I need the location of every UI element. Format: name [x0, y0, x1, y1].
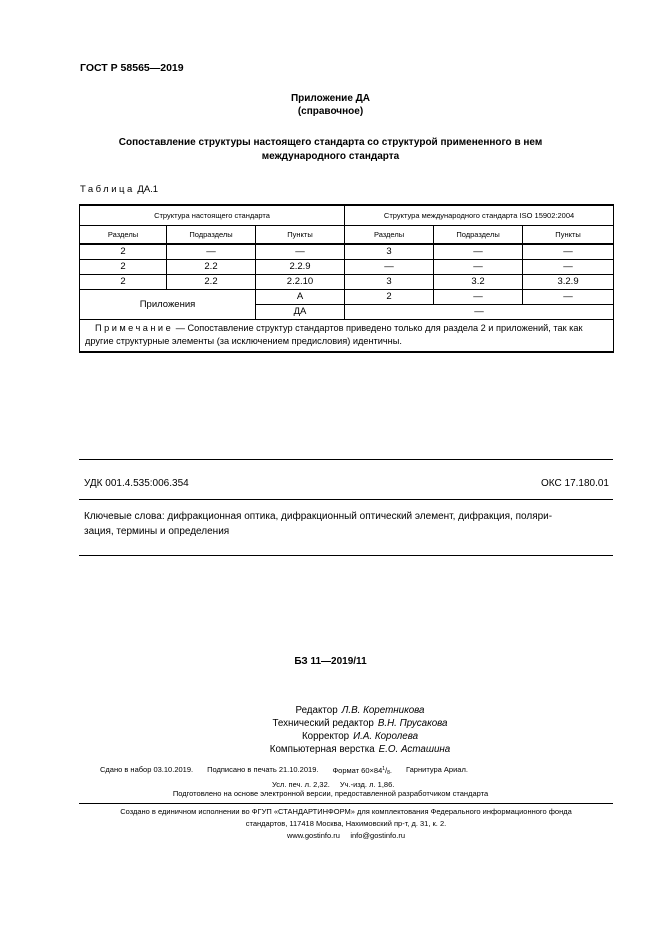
appendix-name: Приложение ДА — [290, 93, 371, 104]
table-cell: А — [256, 290, 345, 305]
publisher-email: info@gostinfo.ru — [350, 831, 406, 840]
publisher-line-1: Создано в единичном исполнении во ФГУП «СТАНДАРТИНФОРМ» для комплектования Федерального информационного фонда — [120, 807, 572, 816]
table-group-header-row — [80, 205, 614, 226]
table-note-row — [80, 320, 614, 353]
table-row — [80, 290, 614, 305]
electronic-note: Подготовлено на основе электронной версии, предоставленной разработчиком стандарта — [172, 789, 489, 798]
keywords-line-1: Ключевые слова: дифракционная оптика, дифракционный оптический элемент, дифракция, поляри- — [84, 511, 553, 522]
table-cell: 3 — [345, 244, 434, 260]
comparison-table — [79, 204, 614, 353]
credit-role: Компьютерная верстка — [269, 744, 375, 755]
divider-bottom — [79, 555, 613, 556]
column-header: Пункты — [256, 226, 345, 245]
divider-middle — [79, 499, 613, 500]
table-cell: — — [434, 290, 523, 305]
main-title — [90, 136, 571, 164]
print-info-row-1 — [100, 764, 468, 779]
table-cell: 2 — [345, 290, 434, 305]
credit-tech-editor — [210, 717, 510, 730]
credit-corrector — [210, 730, 510, 743]
group-header-current: Структура настоящего стандарта — [80, 205, 345, 226]
print-usl-sheets: Усл. печ. л. 2,32. — [272, 780, 330, 789]
credit-editor — [210, 704, 510, 717]
table-cell: — — [256, 244, 345, 260]
note-label: Примечание — [95, 323, 174, 333]
table-cell: — — [434, 260, 523, 275]
credit-layout — [210, 743, 510, 756]
main-title-line-1: Сопоставление структуры настоящего стандарта со структурой примененного в нем — [118, 137, 543, 148]
divider-publisher — [79, 803, 613, 804]
column-header: Разделы — [80, 226, 167, 245]
credit-name: Л.В. Коретникова — [341, 705, 425, 716]
table-cell: — — [523, 260, 614, 275]
keywords — [84, 509, 612, 539]
main-title-line-2: международного стандарта — [261, 151, 400, 162]
appendix-label-cell: Приложения — [80, 290, 256, 320]
divider-top — [79, 459, 613, 460]
credit-name: И.А. Королева — [353, 731, 419, 742]
table-caption-word: Таблица — [80, 184, 135, 195]
table-cell: 2.2 — [167, 275, 256, 290]
table-cell: 2 — [80, 244, 167, 260]
credit-name: Е.О. Асташина — [378, 744, 451, 755]
table-cell: 2.2 — [167, 260, 256, 275]
group-header-international: Структура международного стандарта ISO 15902:2004 — [345, 205, 614, 226]
format-label: Формат 60×84 — [332, 766, 383, 775]
credit-role: Технический редактор — [272, 718, 374, 729]
note-text: — Сопоставление структур стандартов приведено только для раздела 2 и приложений, так как другие структурные элементы (за исключением предисловия) идентичны. — [85, 323, 583, 346]
table-cell: 2.2.10 — [256, 275, 345, 290]
credits — [210, 704, 510, 756]
column-header: Пункты — [523, 226, 614, 245]
doc-code: ГОСТ Р 58565—2019 — [80, 62, 184, 74]
table-cell: ДА — [256, 305, 345, 320]
table-cell: 3.2.9 — [523, 275, 614, 290]
table-row — [80, 244, 614, 260]
column-header: Подразделы — [167, 226, 256, 245]
publisher-info — [70, 806, 622, 842]
table-row — [80, 260, 614, 275]
bz-code: БЗ 11—2019/11 — [294, 656, 367, 667]
publisher-line-2: стандартов, 117418 Москва, Нахимовский пр-т, д. 31, к. 2. — [245, 819, 447, 828]
table-cell: — — [345, 260, 434, 275]
table-caption — [80, 184, 158, 195]
credit-role: Редактор — [295, 705, 338, 716]
print-set-date: Сдано в набор 03.10.2019. — [100, 765, 194, 774]
oks-code: ОКС 17.180.01 — [541, 478, 609, 489]
print-info — [100, 764, 468, 790]
keywords-line-2: зация, термины и определения — [84, 526, 230, 537]
table-cell: — — [523, 244, 614, 260]
table-cell: 2 — [80, 275, 167, 290]
table-caption-id: ДА.1 — [137, 184, 159, 195]
print-uch-sheets: Уч.-изд. л. 1,86. — [339, 780, 395, 789]
print-signed-date: Подписано в печать 21.10.2019. — [207, 765, 319, 774]
publisher-site: www.gostinfo.ru — [286, 831, 340, 840]
column-header: Разделы — [345, 226, 434, 245]
print-font: Гарнитура Ариал. — [406, 765, 468, 774]
column-header: Подразделы — [434, 226, 523, 245]
table-cell: — — [523, 290, 614, 305]
publisher-contacts — [70, 830, 622, 842]
table-row — [80, 275, 614, 290]
credit-role: Корректор — [301, 731, 350, 742]
table-note — [80, 320, 614, 353]
format-numerator: 1 — [382, 766, 386, 772]
print-format: Формат $60\times 84^1/_8$. — [332, 766, 392, 776]
table-cell: 3 — [345, 275, 434, 290]
table-cell: 2.2.9 — [256, 260, 345, 275]
table-cell: — — [434, 244, 523, 260]
table-cell: — — [345, 305, 614, 320]
appendix-title — [0, 92, 661, 118]
appendix-type: (справочное) — [297, 106, 364, 117]
table-cell: — — [167, 244, 256, 260]
format-denominator: 8 — [387, 770, 390, 776]
table-cell: 3.2 — [434, 275, 523, 290]
table-column-header-row — [80, 226, 614, 245]
table-cell: 2 — [80, 260, 167, 275]
udk-code: УДК 001.4.535:006.354 — [84, 478, 189, 489]
credit-name: В.Н. Прусакова — [377, 718, 448, 729]
